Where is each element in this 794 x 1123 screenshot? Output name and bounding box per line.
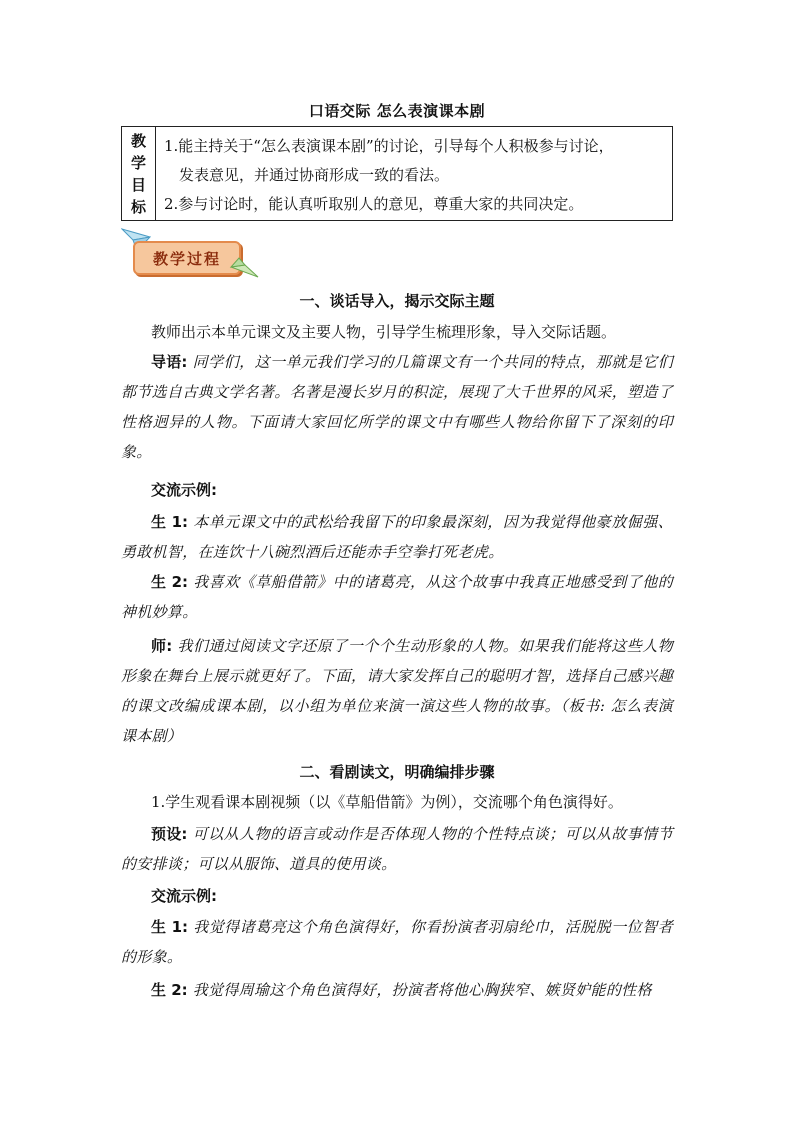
speaker-label: 师: [151, 637, 173, 655]
speaker-label: 生 1: [151, 918, 189, 936]
speaker-label: 生 1: [151, 513, 189, 531]
section-heading: 一、谈话导入，揭示交际主题 [299, 292, 495, 310]
paragraph: 教师出示本单元课文及主要人物，引导学生梳理形象，导入交际话题。 [151, 323, 617, 341]
goal-line: 1.能主持关于“怎么表演课本剧”的讨论，引导每个人积极参与讨论， [164, 137, 614, 155]
student-answer [121, 507, 673, 567]
goals-header-char: 标 [130, 197, 146, 216]
paragraph-label: 交流示例: [151, 887, 217, 905]
paragraph [121, 881, 673, 911]
paragraph: 1.学生观看课本剧视频（以《草船借箭》为例），交流哪个角色演得好。 [151, 793, 623, 811]
goals-header-char: 目 [130, 175, 146, 194]
paragraph-label: 导语: [151, 353, 188, 371]
paragraph-text: 我觉得诸葛亮这个角色演得好，你看扮演者羽扇纶巾，活脱脱一位智者的形象。 [121, 918, 673, 966]
section-heading: 二、看剧读文，明确编排步骤 [299, 763, 495, 781]
goals-header-char: 学 [130, 153, 146, 172]
paragraph-text: 可以从人物的语言或动作是否体现人物的个性特点谈；可以从故事情节的安排谈；可以从服饰、道具的使用谈。 [121, 825, 674, 873]
student-answer [121, 912, 673, 972]
paragraph-label: 交流示例: [151, 481, 217, 499]
goal-line: 发表意见，并通过协商形成一致的看法。 [179, 166, 450, 184]
teaching-goals-table [121, 126, 673, 221]
speaker-label: 生 2: [151, 573, 189, 591]
paragraph [121, 475, 673, 505]
teacher-remark [121, 631, 673, 751]
paragraph-text: 我喜欢《草船借箭》中的诸葛亮，从这个故事中我真正地感受到了他的神机妙算。 [121, 573, 673, 621]
goals-header-char: 教 [130, 131, 146, 150]
teaching-process-badge [121, 227, 261, 283]
paper-plane-icon [229, 257, 259, 279]
goals-header [122, 127, 156, 220]
paragraph-text: 本单元课文中的武松给我留下的印象最深刻，因为我觉得他豪放倔强、勇敢机智，在连饮十八碗烈酒后还能赤手空拳打死老虎。 [121, 513, 673, 561]
paragraph-label: 预设: [151, 825, 188, 843]
goals-body [156, 127, 672, 220]
document-title: 口语交际 怎么表演课本剧 [308, 102, 486, 120]
preset-paragraph [121, 819, 673, 879]
paragraph-text: 我们通过阅读文字还原了一个个生动形象的人物。如果我们能将这些人物形象在舞台上展示就更好了。下面，请大家发挥自己的聪明才智，选择自己感兴趣的课文改编成课本剧，以小组为单位来演一演这些人物的故事。（板书: 怎么表演课本剧） [121, 637, 674, 745]
student-answer [121, 975, 673, 1005]
paragraph-text: 同学们，这一单元我们学习的几篇课文有一个共同的特点，那就是它们都节选自古典文学名著。名著是漫长岁月的积淀，展现了大千世界的风采，塑造了性格迥异的人物。下面请大家回忆所学的课文中有哪些人物给你留下了深刻的印象。 [121, 353, 674, 461]
paragraph-text: 我觉得周瑜这个角色演得好，扮演者将他心胸狭窄、嫉贤妒能的性格 [187, 981, 652, 999]
guide-paragraph [121, 347, 673, 467]
speaker-label: 生 2: [151, 981, 188, 999]
student-answer [121, 567, 673, 627]
goal-line: 2.参与讨论时，能认真听取别人的意见，尊重大家的共同决定。 [164, 195, 584, 213]
badge-label: 教学过程 [133, 241, 241, 275]
